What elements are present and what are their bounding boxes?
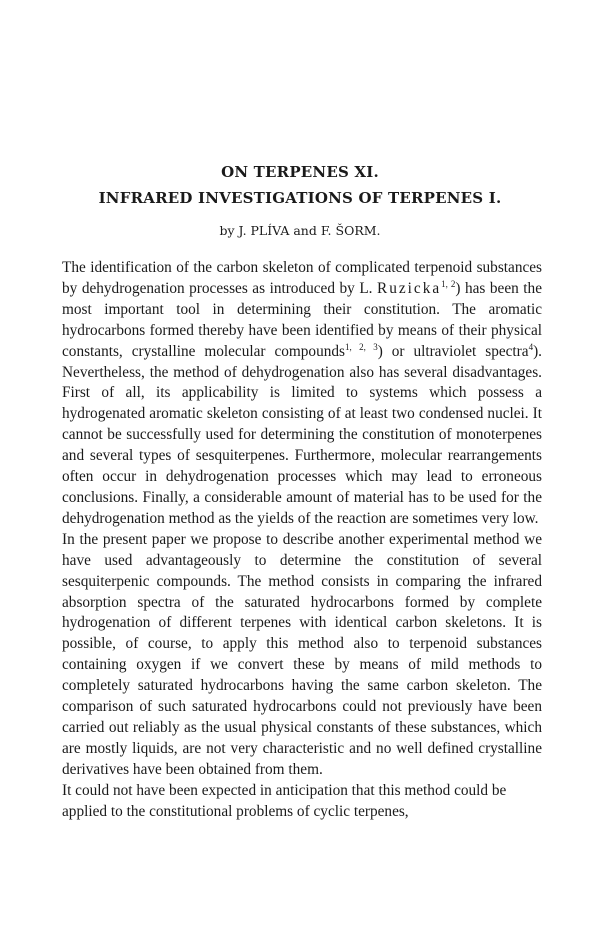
- paragraph-3-text: It could not have been expected in anticipation that this method could be applied to the constitutional problems of cyclic terpenes,: [62, 781, 507, 820]
- reference-superscript: 4: [528, 341, 534, 352]
- author-byline: by J. PLÍVA and F. ŠORM.: [219, 223, 381, 238]
- paragraph-1-text-a: The identification of the carbon skeleton of complicated terpenoid substances by dehydrogenation processes as introduced by L.: [62, 259, 542, 297]
- paragraph-2: [62, 530, 542, 781]
- author-name-ruzicka: Ruzicka: [377, 279, 442, 297]
- reference-superscript: 1, 2: [441, 278, 456, 289]
- paragraph-1-text-d: ). Nevertheless, the method of dehydrogenation also has several disadvantages. First of all, its applicability is limited to systems which possess a hydrogenated aromatic skeleton consisting of at least two condensed nuclei. It cannot be successfully used for determining the constitution of monoterpenes and several types of sesquiterpenes. Furthermore, molecular rearrangements often occur in dehydrogenation processes which may lead to erroneous conclusions. Finally, a considerable amount of material has to be used for the dehydrogenation method as the yields of the reaction are sometimes very low.: [62, 342, 542, 527]
- reference-superscript: 1, 2, 3: [344, 341, 378, 352]
- paragraph-1-text-c: ) or ultraviolet spectra: [377, 342, 529, 360]
- paragraph-1: [62, 258, 542, 530]
- article-body: [62, 258, 542, 822]
- paragraph-3: [62, 781, 542, 823]
- paragraph-2-text: In the present paper we propose to describe another experimental method we have used advantageously to determine the constitution of several sesquiterpenic compounds. The method consists in comparing the infrared absorption spectra of the saturated hydrocarbons formed by complete hydrogenation of different terpenes with identical carbon skeletons. It is possible, of course, to apply this method also to terpenoid substances containing oxygen if we convert these by means of mild methods to completely saturated hydrocarbons having the same carbon skeleton. The comparison of such saturated hydrocarbons could not previously have been carried out reliably as the usual physical constants of these substances, which are mostly liquids, are not very characteristic and no well defined crystalline derivatives have been obtained from them.: [62, 530, 542, 778]
- article-subtitle: INFRARED INVESTIGATIONS OF TERPENES I.: [98, 189, 502, 207]
- article-title: ON TERPENES XI.: [221, 163, 379, 181]
- paragraph-1-text-b: ) has been the most important tool in determining their constitution. The aromatic hydrocarbons formed thereby have been identified by means of their physical constants, crystalline molecular compounds: [62, 279, 542, 360]
